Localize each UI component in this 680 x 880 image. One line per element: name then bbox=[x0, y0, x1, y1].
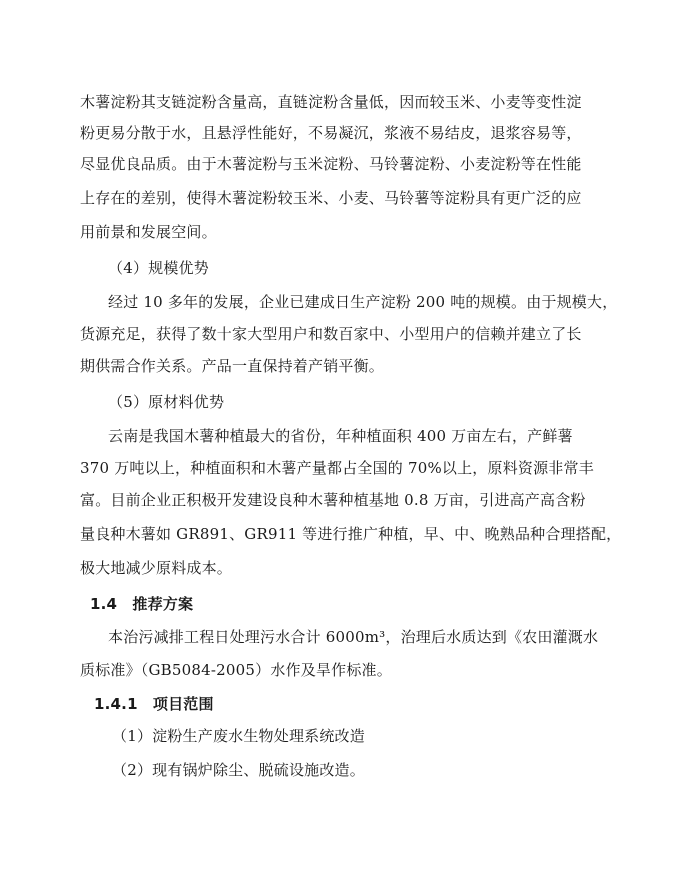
paragraph-3-line-3: 富。目前企业正积极开发建设良种木薯种植基地 0.8 万亩，引进高产高含粉 bbox=[80, 491, 586, 509]
paragraph-1-line-4: 上存在的差别，使得木薯淀粉较玉米、小麦、马铃薯等淀粉具有更广泛的应 bbox=[80, 189, 582, 207]
paragraph-1-line-2: 粉更易分散于水，且悬浮性能好，不易凝沉，浆液不易结皮，退浆容易等， bbox=[80, 124, 582, 142]
paragraph-1-line-3: 尽显优良品质。由于木薯淀粉与玉米淀粉、马铃薯淀粉、小麦淀粉等在性能 bbox=[80, 155, 582, 173]
paragraph-3-line-1: 云南是我国木薯种植最大的省份，年种植面积 400 万亩左右，产鲜薯 bbox=[108, 427, 573, 445]
section-heading-recommended-plan: 1.4 推荐方案 bbox=[90, 595, 194, 613]
paragraph-1-line-1: 木薯淀粉其支链淀粉含量高，直链淀粉含量低，因而较玉米、小麦等变性淀 bbox=[80, 93, 582, 111]
subheading-raw-material-advantage: （5）原材料优势 bbox=[108, 393, 225, 411]
paragraph-1-line-5: 用前景和发展空间。 bbox=[80, 223, 217, 241]
scope-item-1: （1）淀粉生产废水生物处理系统改造 bbox=[112, 727, 365, 745]
paragraph-2-line-3: 期供需合作关系。产品一直保持着产销平衡。 bbox=[80, 357, 385, 375]
scope-item-2: （2）现有锅炉除尘、脱硫设施改造。 bbox=[112, 761, 365, 779]
paragraph-3-line-2: 370 万吨以上，种植面积和木薯产量都占全国的 70%以上，原料资源非常丰 bbox=[80, 459, 594, 477]
paragraph-4-line-2: 质标准》（GB5084-2005）水作及旱作标准。 bbox=[80, 661, 392, 679]
subheading-scale-advantage: （4）规模优势 bbox=[108, 259, 209, 277]
paragraph-2-line-1: 经过 10 多年的发展，企业已建成日生产淀粉 200 吨的规模。由于规模大， bbox=[108, 293, 618, 311]
paragraph-3-line-4: 量良种木薯如 GR891、GR911 等进行推广种植，早、中、晚熟品种合理搭配， bbox=[80, 525, 622, 543]
paragraph-4-line-1: 本治污减排工程日处理污水合计 6000m³，治理后水质达到《农田灌溉水 bbox=[108, 628, 599, 646]
paragraph-2-line-2: 货源充足，获得了数十家大型用户和数百家中、小型用户的信赖并建立了长 bbox=[80, 325, 582, 343]
paragraph-3-line-5: 极大地减少原料成本。 bbox=[80, 559, 233, 577]
subsection-heading-project-scope: 1.4.1 项目范围 bbox=[94, 695, 214, 713]
